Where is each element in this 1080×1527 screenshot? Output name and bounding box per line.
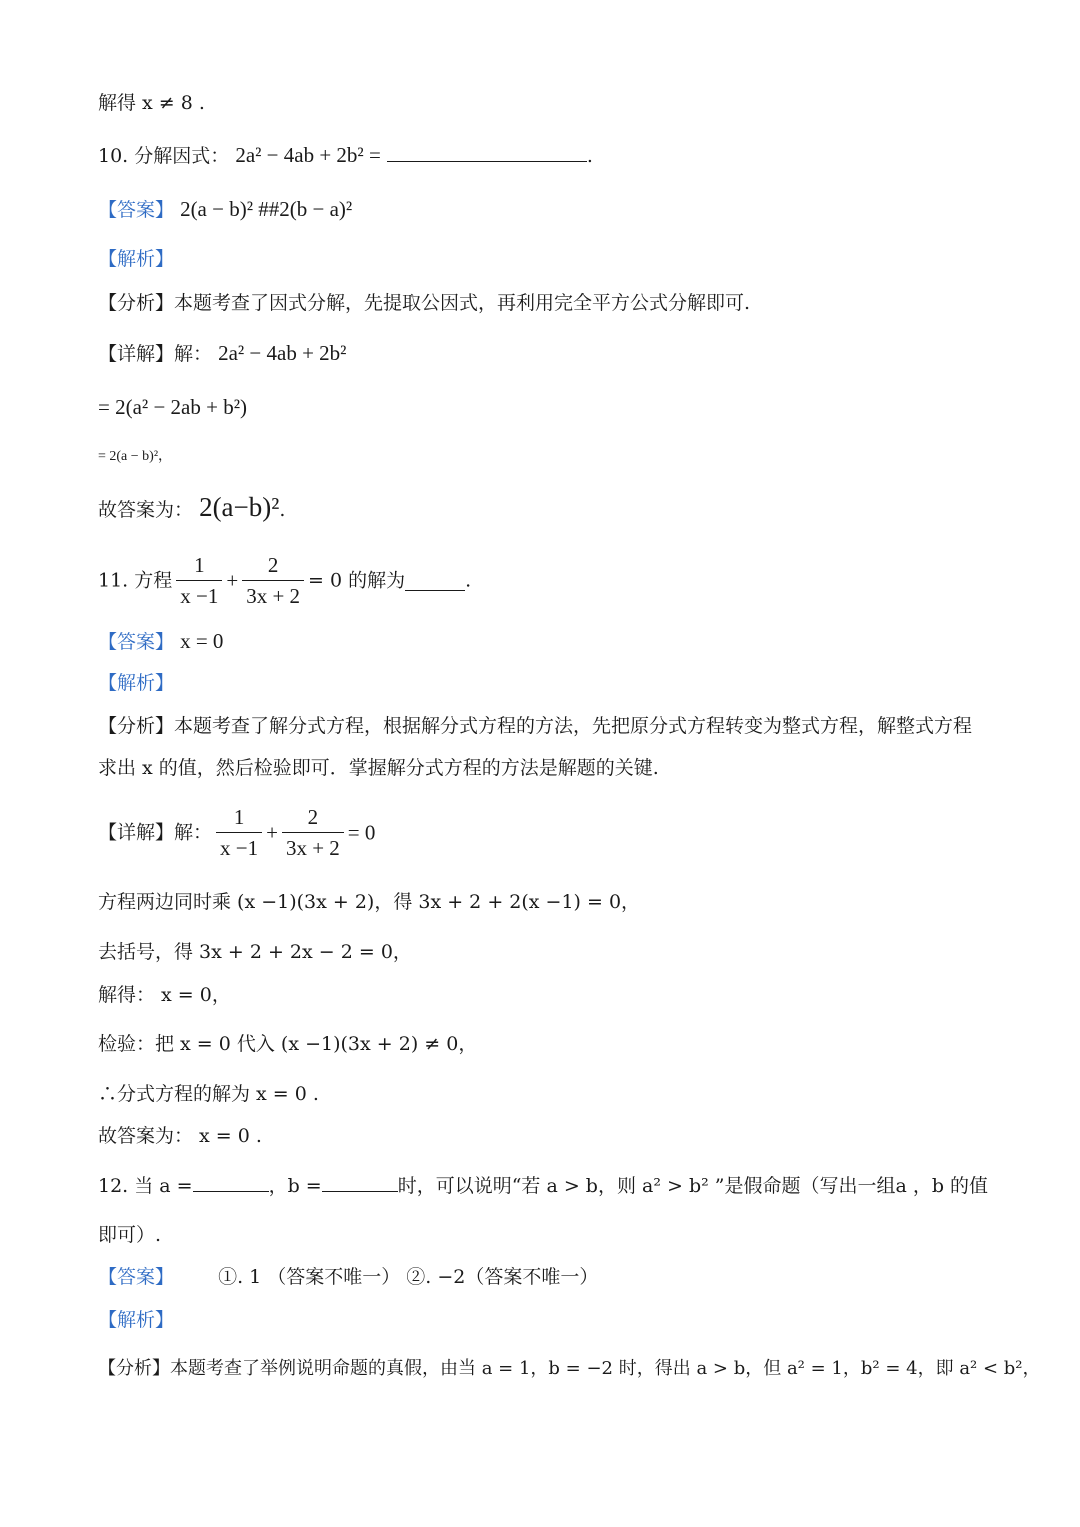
- math-expression: 2(a−b)²: [199, 492, 280, 522]
- answer-line: [98, 1262, 982, 1292]
- answer-line: [98, 626, 982, 657]
- math-expression: 2(a − b)² ##2(b − a)²: [180, 197, 353, 221]
- plus-sign: +: [266, 820, 278, 845]
- detail-label: 【详解】解：: [98, 343, 213, 365]
- answer-line: [98, 194, 982, 225]
- period: .: [586, 145, 593, 167]
- question-text: 时，可以说明“若 a > b，则 a² > b² ”是假命题（写出一组a ，b 的值: [397, 1175, 989, 1197]
- question-text: ，b =: [268, 1175, 322, 1197]
- math-expression: 2a² − 4ab + 2b²: [218, 341, 347, 365]
- question-12: [98, 1171, 989, 1201]
- fraction: $\frac{2}{3x + 2}$: [282, 802, 344, 863]
- answer-blank-a: [193, 1171, 269, 1192]
- question-11: [98, 550, 982, 611]
- text-line: 解得 x ≠ 8 .: [98, 92, 205, 114]
- analysis-tag: 【解析】: [98, 248, 175, 270]
- text-line: 即可）.: [98, 1224, 162, 1246]
- equation-text: = 0 的解为: [308, 569, 406, 592]
- analysis-tag: 【解析】: [98, 672, 175, 694]
- period: .: [279, 499, 286, 521]
- answer-text: ①. 1 （答案不唯一） ②. −2（答案不唯一）: [218, 1266, 599, 1288]
- analysis-tag: 【解析】: [98, 1309, 175, 1331]
- question-label: 11. 方程: [98, 569, 173, 592]
- answer-blank: [387, 141, 587, 162]
- answer-tag: 【答案】: [98, 1266, 175, 1288]
- text-line: 方程两边同时乘 (x −1)(3x + 2)，得 3x + 2 + 2(x −1) = 0，: [98, 891, 641, 913]
- math-expression: 2a² − 4ab + 2b² =: [235, 143, 381, 167]
- text-line: 检验：把 x = 0 代入 (x −1)(3x + 2) ≠ 0，: [98, 1033, 478, 1055]
- plus-sign: +: [226, 568, 239, 593]
- detail-line: [98, 802, 982, 863]
- equation-text: = 0: [347, 820, 376, 845]
- conclusion-label: 故答案为：: [98, 499, 194, 521]
- answer-tag: 【答案】: [98, 631, 175, 653]
- period: .: [465, 569, 472, 592]
- question-label: 12. 当 a =: [98, 1175, 193, 1197]
- text-line: 故答案为： x = 0 .: [98, 1125, 262, 1147]
- text-line: 【分析】本题考查了因式分解，先提取公因式，再利用完全平方公式分解即可.: [98, 292, 751, 314]
- detail-line: [98, 338, 982, 369]
- math-expression: x = 0: [180, 629, 224, 653]
- math-line: = 2(a − b)²，: [98, 449, 173, 464]
- question-10: [98, 140, 982, 171]
- answer-tag: 【答案】: [98, 199, 175, 221]
- question-label: 10. 分解因式：: [98, 145, 230, 167]
- answer-blank-b: [322, 1171, 398, 1192]
- text-line: 【分析】本题考查了解分式方程，根据解分式方程的方法，先把原分式方程转变为整式方程，解整式方程: [98, 715, 973, 737]
- conclusion-line: [98, 492, 982, 525]
- text-line: 【分析】本题考查了举例说明命题的真假，由当 a = 1，b = −2 时，得出 a > b，但 a² = 1，b² = 4，即 a² < b²，: [98, 1358, 1041, 1379]
- text-line: 去括号，得 3x + 2 + 2x − 2 = 0，: [98, 941, 412, 963]
- fraction: $\frac{1}{x -1}$: [176, 550, 222, 611]
- text-line: 解得： x = 0，: [98, 984, 231, 1006]
- fraction: $\frac{2}{3x + 2}$: [242, 550, 304, 611]
- math-line: = 2(a² − 2ab + b²): [98, 395, 247, 419]
- fraction: $\frac{1}{x -1}$: [216, 802, 262, 863]
- detail-label: 【详解】解：: [98, 821, 213, 844]
- text-line: ∴分式方程的解为 x = 0 .: [98, 1083, 319, 1105]
- text-line: 求出 x 的值，然后检验即可．掌握解分式方程的方法是解题的关键.: [98, 757, 659, 779]
- answer-blank: [405, 570, 465, 591]
